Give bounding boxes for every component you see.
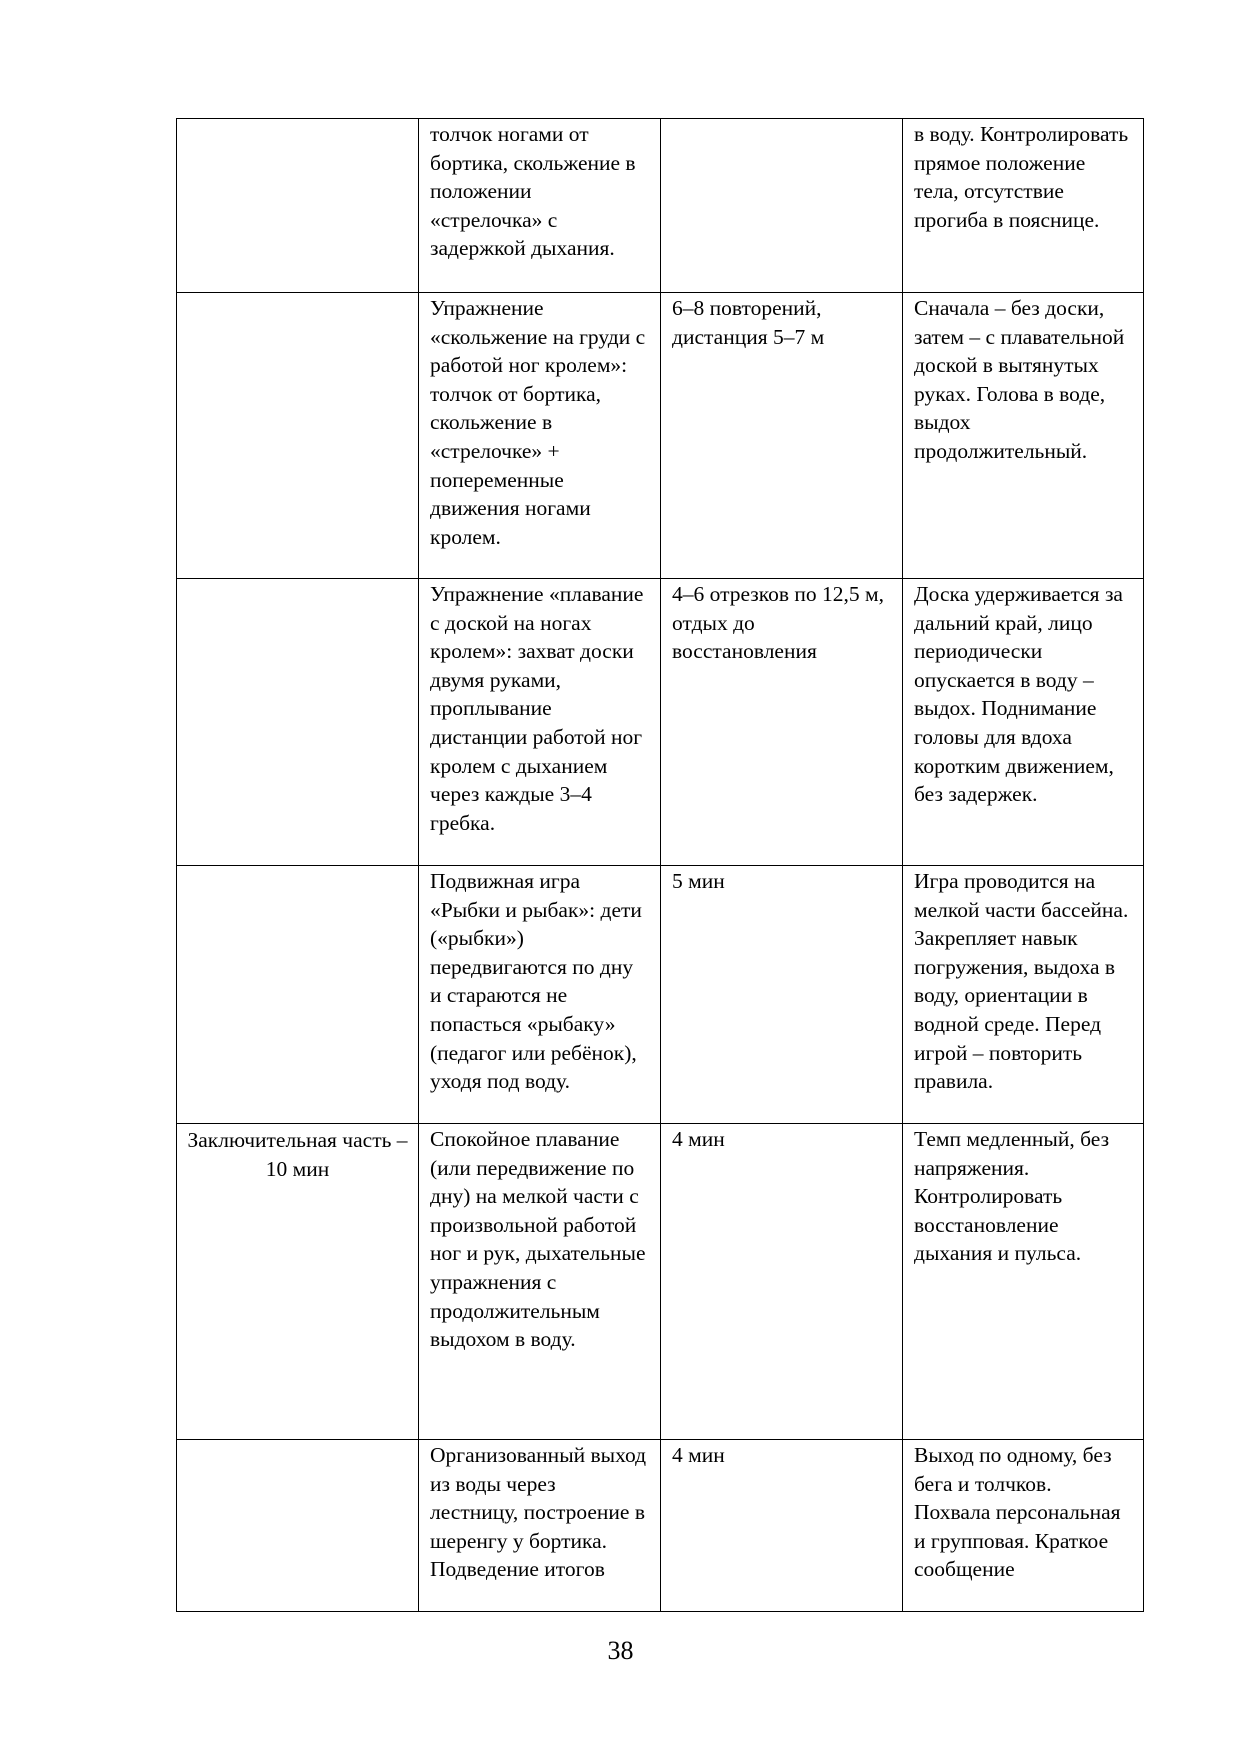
dosage-cell: 4 мин xyxy=(661,1440,903,1612)
dosage-cell: 4 мин xyxy=(661,1124,903,1440)
stage-cell xyxy=(177,119,419,293)
stage-cell xyxy=(177,1440,419,1612)
dosage-cell: 5 мин xyxy=(661,866,903,1124)
lesson-plan-table xyxy=(176,118,1144,1612)
stage-cell: Заключительная часть – 10 мин xyxy=(177,1124,419,1440)
stage-cell xyxy=(177,579,419,866)
exercise-cell: Спокойное плавание (или передвижение по дну) на мелкой части с произвольной работой ног и рук, дыхательные упражнения с продолжительным выдохом в воду. xyxy=(419,1124,661,1440)
dosage-cell: 6–8 повторений, дистанция 5–7 м xyxy=(661,293,903,579)
notes-cell: Выход по одному, без бега и толчков. Похвала персональная и групповая. Краткое сообщение xyxy=(903,1440,1144,1612)
table-row xyxy=(177,293,1144,579)
stage-cell xyxy=(177,866,419,1124)
table-row xyxy=(177,866,1144,1124)
exercise-cell: Упражнение «скольжение на груди с работой ног кролем»: толчок от бортика, скольжение в «стрелочке» + попеременные движения ногами кролем. xyxy=(419,293,661,579)
exercise-cell: Упражнение «плавание с доской на ногах кролем»: захват доски двумя руками, проплывание дистанции работой ног кролем с дыханием через каждые 3–4 гребка. xyxy=(419,579,661,866)
dosage-cell xyxy=(661,119,903,293)
notes-cell: Игра проводится на мелкой части бассейна. Закрепляет навык погружения, выдоха в воду, ориентации в водной среде. Перед игрой – повторить правила. xyxy=(903,866,1144,1124)
table-row xyxy=(177,119,1144,293)
notes-cell: Сначала – без доски, затем – с плавательной доской в вытянутых руках. Голова в воде, выдох продолжительный. xyxy=(903,293,1144,579)
exercise-cell: Подвижная игра «Рыбки и рыбак»: дети («рыбки») передвигаются по дну и стараются не попасться «рыбаку» (педагог или ребёнок), уходя под воду. xyxy=(419,866,661,1124)
notes-cell: в воду. Контролировать прямое положение тела, отсутствие прогиба в пояснице. xyxy=(903,119,1144,293)
table-row xyxy=(177,1124,1144,1440)
exercise-cell: толчок ногами от бортика, скольжение в положении «стрелочка» с задержкой дыхания. xyxy=(419,119,661,293)
stage-cell xyxy=(177,293,419,579)
notes-cell: Доска удерживается за дальний край, лицо периодически опускается в воду – выдох. Поднимание головы для вдоха коротким движением, без задержек. xyxy=(903,579,1144,866)
dosage-cell: 4–6 отрезков по 12,5 м, отдых до восстановления xyxy=(661,579,903,866)
notes-cell: Темп медленный, без напряжения. Контролировать восстановление дыхания и пульса. xyxy=(903,1124,1144,1440)
page-number: 38 xyxy=(607,1636,634,1665)
table-row xyxy=(177,579,1144,866)
exercise-cell: Организованный выход из воды через лестницу, построение в шеренгу у бортика. Подведение итогов xyxy=(419,1440,661,1612)
table-row xyxy=(177,1440,1144,1612)
